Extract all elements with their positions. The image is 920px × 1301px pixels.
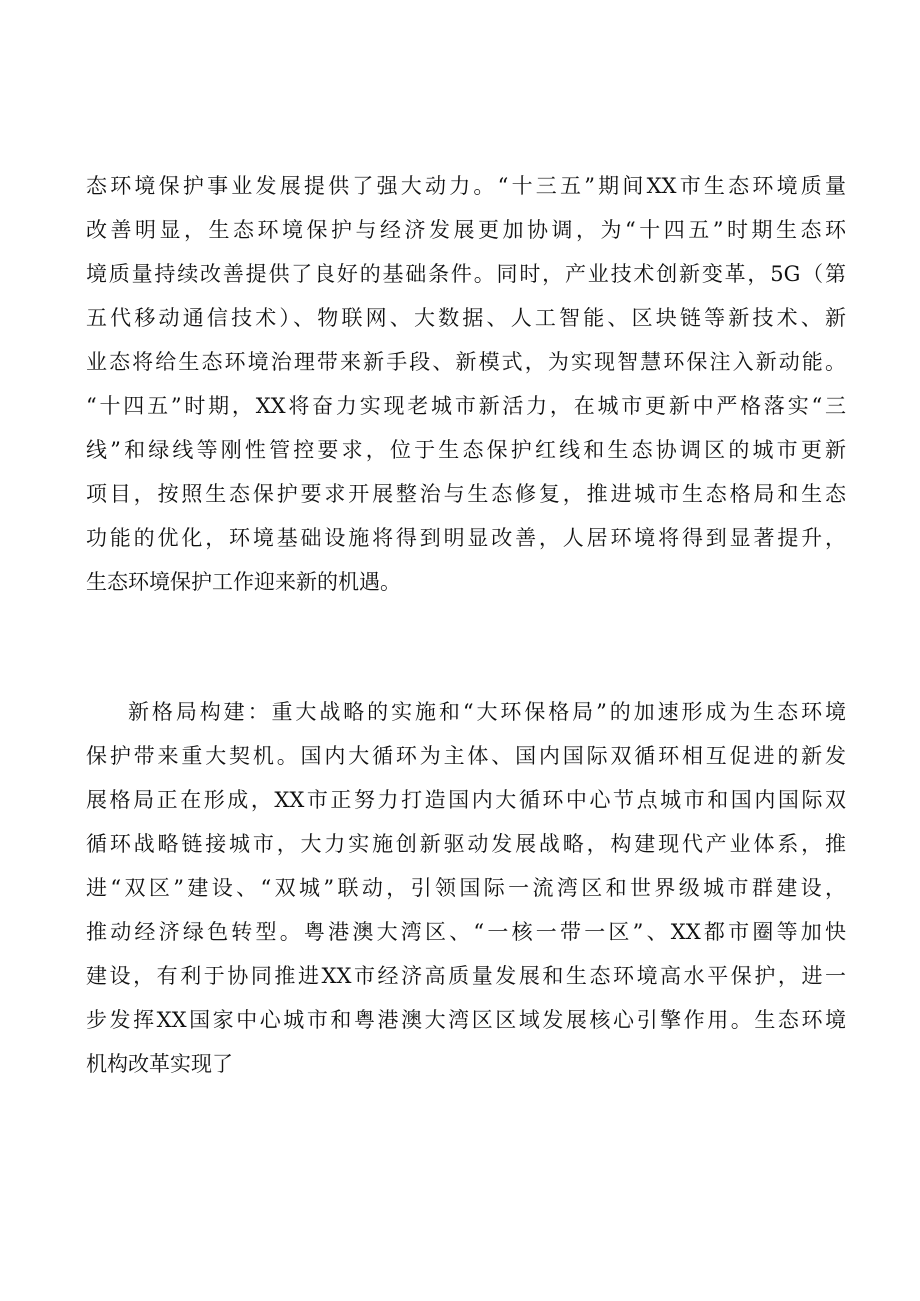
paragraph-2-line: 推动经济绿色转型。粤港澳大湾区、“一核一带一区”、XX都市圈等加快 xyxy=(86,920,846,944)
paragraph-2-line: 展格局正在形成，XX市正努力打造国内大循环中心节点城市和国内国际双 xyxy=(86,788,846,812)
paragraph-2-line: 保护带来重大契机。国内大循环为主体、国内国际双循环相互促进的新发 xyxy=(86,744,846,768)
paragraph-1-line: 五代移动通信技术）、物联网、大数据、人工智能、区块链等新技术、新 xyxy=(86,306,846,330)
paragraph-2 xyxy=(86,690,846,1086)
paragraph-1-line: 境质量持续改善提供了良好的基础条件。同时，产业技术创新变革，5G（第 xyxy=(86,262,846,286)
paragraph-1-line: 态环境保护事业发展提供了强大动力。“十三五”期间XX市生态环境质量 xyxy=(86,174,846,198)
paragraph-2-line: 步发挥XX国家中心城市和粤港澳大湾区区域发展核心引擎作用。生态环境 xyxy=(86,1008,846,1032)
paragraph-1-line: “十四五”时期，XX将奋力实现老城市新活力，在城市更新中严格落实“三 xyxy=(86,394,846,418)
paragraph-1-line: 生态环境保护工作迎来新的机遇。 xyxy=(86,570,401,594)
paragraph-2-line: 新格局构建：重大战略的实施和“大环保格局”的加速形成为生态环境 xyxy=(128,700,846,724)
paragraph-1-line: 功能的优化，环境基础设施将得到明显改善，人居环境将得到显著提升， xyxy=(86,526,846,550)
paragraph-2-line: 进“双区”建设、“双城”联动，引领国际一流湾区和世界级城市群建设， xyxy=(86,876,846,900)
paragraph-1-line: 项目，按照生态保护要求开展整治与生态修复，推进城市生态格局和生态 xyxy=(86,482,846,506)
paragraph-1-line: 线”和绿线等刚性管控要求，位于生态保护红线和生态协调区的城市更新 xyxy=(86,438,846,462)
paragraph-1-line: 业态将给生态环境治理带来新手段、新模式，为实现智慧环保注入新动能。 xyxy=(86,350,846,374)
paragraph-1-line: 改善明显，生态环境保护与经济发展更加协调，为“十四五”时期生态环 xyxy=(86,218,846,242)
paragraph-1 xyxy=(86,164,846,604)
paragraph-2-line: 机构改革实现了 xyxy=(86,1052,233,1076)
paragraph-2-line: 循环战略链接城市，大力实施创新驱动发展战略，构建现代产业体系，推 xyxy=(86,832,846,856)
paragraph-2-line: 建设，有利于协同推进XX市经济高质量发展和生态环境高水平保护，进一 xyxy=(86,964,846,988)
